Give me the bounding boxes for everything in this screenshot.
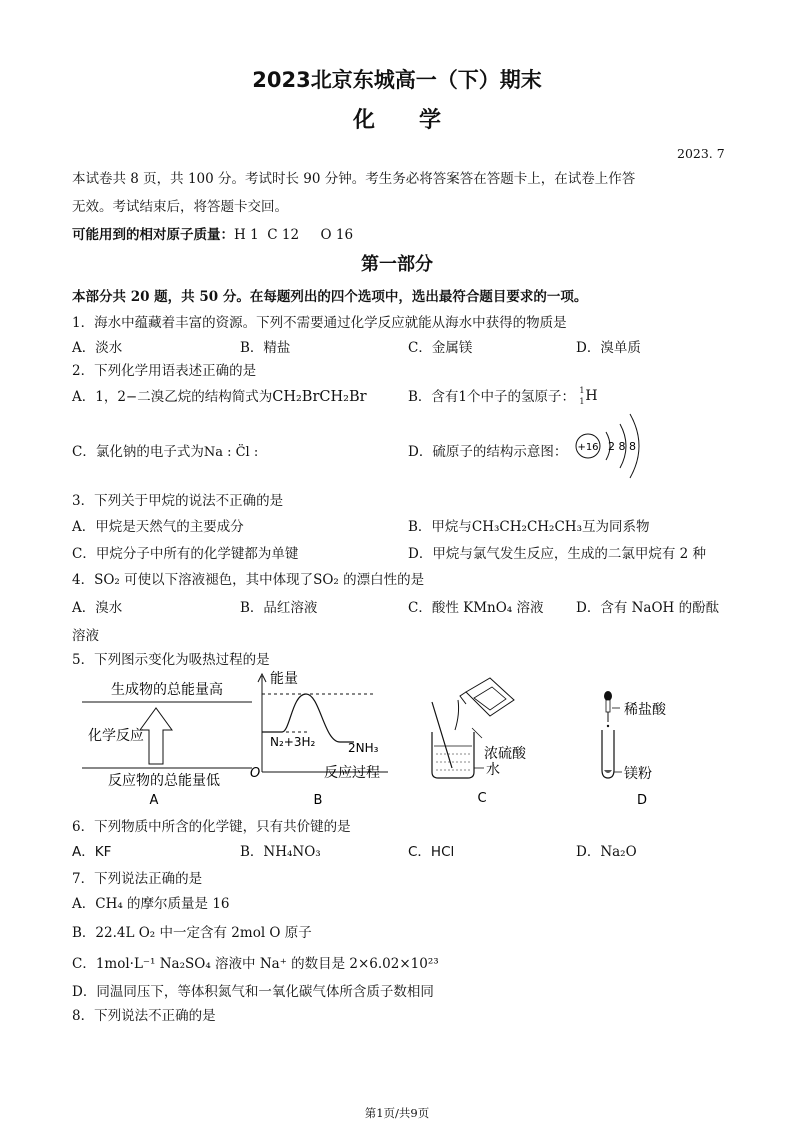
- q1-stem: 1．海水中蕴藏着丰富的资源。下列不需要通过化学反应就能从海水中获得的物质是: [72, 315, 567, 331]
- fig-b-y-label: 能量: [270, 671, 298, 687]
- q3-option-a: A．甲烷是天然气的主要成分: [72, 519, 244, 535]
- q7-stem: 7．下列说法正确的是: [72, 871, 203, 887]
- q1-option-a: A．淡水: [72, 340, 123, 356]
- fig-d-metal-label: 镁粉: [624, 766, 652, 782]
- q7-option-b: B．22.4L O₂ 中一定含有 2mol O 原子: [72, 925, 312, 941]
- q5-stem: 5．下列图示变化为吸热过程的是: [72, 652, 270, 668]
- figure-b-energy-profile: [248, 670, 398, 812]
- page-footer: 第1页/共9页: [364, 1106, 430, 1120]
- fig-c-glass-rod: [432, 702, 452, 768]
- fig-d-drop: [607, 725, 609, 727]
- part-intro: 本部分共 20 题，共 50 分。在每题列出的四个选项中，选出最符合题目要求的一项。: [72, 289, 588, 305]
- fig-d-acid-label: 稀盐酸: [624, 702, 666, 718]
- fig-b-origin: O: [250, 766, 261, 781]
- q6-option-d: D．Na₂O: [576, 844, 637, 860]
- q2-option-b-text: B．含有1个中子的氢原子：: [408, 389, 576, 405]
- q2-option-a: [72, 385, 367, 405]
- atomic-mass-line: [72, 223, 353, 243]
- q8-stem: 8．下列说法不正确的是: [72, 1008, 216, 1024]
- fig-b-product: 2NH₃: [348, 741, 379, 755]
- q6-stem: 6．下列物质中所含的化学键，只有共价键的是: [72, 819, 351, 835]
- figure-c-dilution: [422, 668, 552, 812]
- q3-option-b: B．甲烷与CH₃CH₂CH₂CH₃互为同系物: [408, 519, 650, 535]
- q4-option-b: B．品红溶液: [240, 600, 318, 616]
- q6-option-b: B．NH₄NO₃: [240, 844, 321, 860]
- q3-option-d: D．甲烷与氯气发生反应，生成的二氯甲烷有 2 种: [408, 546, 706, 562]
- fig-b-x-label: 反应过程: [324, 765, 380, 781]
- atomic-mass-label: 可能用到的相对原子质量：: [72, 227, 234, 243]
- nucleus-charge: +16: [577, 442, 599, 453]
- shell-electrons: 2 8 8: [608, 440, 636, 453]
- subject-title: 化 学: [352, 108, 441, 133]
- q2-option-a-formula: CH₂BrCH₂Br: [272, 389, 367, 405]
- fig-a-middle-text: 化学反应: [88, 728, 144, 744]
- fig-d-dropper-body: [606, 700, 610, 712]
- fig-c-label: C: [477, 791, 487, 806]
- q6-option-a: A．KF: [72, 844, 112, 860]
- q1-option-d: D．溴单质: [576, 340, 641, 356]
- q7-option-a: A．CH₄ 的摩尔质量是 16: [72, 896, 230, 912]
- fig-b-label: B: [313, 793, 323, 808]
- fig-a-bottom-text: 反应物的总能量低: [108, 773, 220, 789]
- q4-option-d: D．含有 NaOH 的酚酞: [576, 600, 720, 616]
- q1-option-c: C．金属镁: [408, 340, 473, 356]
- mass-number: 1: [579, 385, 585, 395]
- q2-option-a-text: A．1，2−二溴乙烷的结构简式为: [72, 389, 273, 405]
- element-symbol: H: [585, 387, 598, 404]
- hydrogen-nuclide: [579, 385, 598, 406]
- nacl-electron-formula: Na : C̈l :: [203, 445, 259, 460]
- q4-option-c: C．酸性 KMnO₄ 溶液: [408, 600, 544, 616]
- fig-a-top-text: 生成物的总能量高: [111, 682, 223, 698]
- atomic-mass-values: H 1 C 12 O 16: [234, 227, 354, 243]
- q1-option-b: B．精盐: [240, 340, 291, 356]
- q7-option-c: C．1mol·L⁻¹ Na₂SO₄ 溶液中 Na⁺ 的数目是 2×6.02×10²³: [72, 956, 439, 972]
- q7-option-d: D．同温同压下，等体积氮气和一氧化碳气体所含质子数相同: [72, 984, 434, 1000]
- q3-option-c: C．甲烷分子中所有的化学键都为单键: [72, 546, 299, 562]
- fig-c-reagent-bottle: [460, 678, 514, 716]
- figure-a-energy-levels: [80, 672, 260, 812]
- fig-a-up-arrow: [140, 708, 172, 764]
- fig-d-dropper-bulb: [604, 691, 612, 701]
- atomic-number: 1: [579, 396, 585, 406]
- q2-option-d: D．硫原子的结构示意图：: [408, 444, 568, 460]
- figure-d-test-tube: [590, 690, 710, 812]
- exam-title: 2023北京东城高一（下）期末: [252, 68, 542, 92]
- instructions-line-2: 无效。考试结束后，将答题卡交回。: [72, 199, 288, 215]
- fig-c-pouring-stream: [455, 700, 459, 730]
- sulfur-atom-diagram: [570, 408, 650, 484]
- fig-c-acid-label: 浓硫酸: [484, 746, 526, 762]
- q6-option-c: C．HCl: [408, 844, 455, 860]
- q4-option-d-continued: 溶液: [72, 628, 99, 644]
- fig-d-mg-powder: [604, 770, 612, 773]
- fig-b-reactants: N₂+3H₂: [270, 735, 316, 749]
- fig-c-beaker: [432, 732, 474, 778]
- q2-option-b: [408, 385, 597, 406]
- fig-d-label: D: [636, 793, 648, 808]
- fig-a-label: A: [149, 793, 159, 808]
- instructions-line-1: 本试卷共 8 页，共 100 分。考试时长 90 分钟。考生务必将答案答在答题卡上，在试卷上作答: [72, 171, 636, 187]
- q2-option-c: [72, 440, 258, 460]
- fig-c-water-label: 水: [486, 762, 500, 778]
- q2-stem: 2．下列化学用语表述正确的是: [72, 363, 257, 379]
- q3-stem: 3．下列关于甲烷的说法不正确的是: [72, 493, 284, 509]
- exam-date: 2023. 7: [677, 146, 725, 161]
- q2-option-c-text: C．氯化钠的电子式为: [72, 444, 204, 460]
- q4-stem: 4．SO₂ 可使以下溶液褪色，其中体现了SO₂ 的漂白性的是: [72, 572, 425, 588]
- q4-option-a: A．溴水: [72, 600, 123, 616]
- part-heading: 第一部分: [361, 254, 433, 275]
